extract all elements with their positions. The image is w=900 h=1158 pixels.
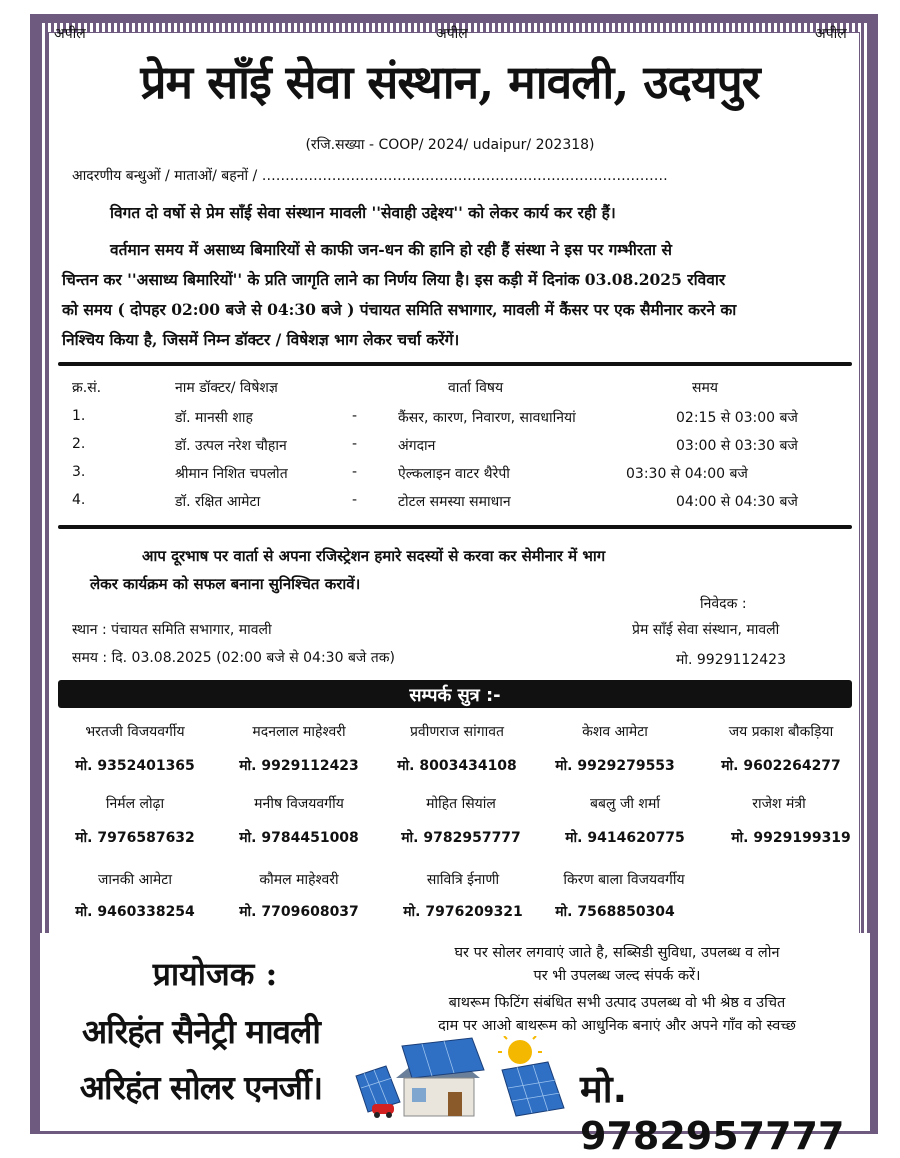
divider bbox=[58, 362, 852, 366]
contacts-title: सम्पर्क सुत्र :- bbox=[409, 685, 501, 706]
divider bbox=[58, 525, 852, 529]
body-line: को समय ( दोपहर 02:00 बजे से 04:30 बजे ) पंचायत समिति सभागार, मावली में कैंसर पर एक सैमीनार करने का bbox=[62, 300, 737, 319]
table-row bbox=[0, 436, 900, 460]
contact-name: केशव आमेटा bbox=[582, 724, 648, 740]
header-time: समय bbox=[692, 380, 718, 396]
contacts-band bbox=[58, 680, 852, 708]
row-sn: 2. bbox=[72, 436, 86, 452]
sponsor-name: अरिहंत सैनेट्री मावली bbox=[82, 1012, 320, 1051]
venue-place: स्थान : पंचायत समिति सभागार, मावली bbox=[72, 622, 272, 638]
contact-name: मोहित सियांल bbox=[426, 796, 496, 812]
solar-panel-icon bbox=[502, 1062, 564, 1116]
contact-name: प्रवीणराज सांगावत bbox=[409, 724, 505, 740]
contact-name: भरतजी विजयवर्गीय bbox=[85, 724, 185, 740]
contact-mobile: मो. 9929199319 bbox=[731, 830, 851, 846]
header-topic: वार्ता विषय bbox=[448, 380, 504, 396]
row-dash: - bbox=[352, 408, 358, 424]
contact-name: मनीष विजयवर्गीय bbox=[254, 796, 344, 812]
row-topic: कैंसर, कारण, निवारण, सावधानियां bbox=[398, 410, 576, 426]
contact-mobile: मो. 9929279553 bbox=[555, 758, 675, 774]
contact-name: राजेश मंत्री bbox=[752, 796, 806, 812]
contact-name: निर्मल लोढ़ा bbox=[105, 796, 165, 812]
applicant-org: प्रेम साँई सेवा संस्थान, मावली bbox=[632, 622, 780, 638]
contact-name: जानकी आमेटा bbox=[98, 872, 172, 888]
contact-mobile: मो. 9929112423 bbox=[239, 758, 359, 774]
contact-mobile: मो. 9602264277 bbox=[721, 758, 841, 774]
row-name: डॉ. मानसी शाह bbox=[175, 410, 253, 426]
contact-mobile: मो. 9460338254 bbox=[75, 904, 195, 920]
greeting: आदरणीय बन्धुओं / माताओं/ बहनों / …………………………………………………………………………… bbox=[72, 168, 668, 184]
sponsor-desc: घर पर सोलर लगवाएं जाते है, सब्सिडी सुविधा, उपलब्ध व लोन bbox=[454, 945, 780, 961]
contacts-grid bbox=[0, 722, 900, 922]
schedule-table bbox=[0, 378, 900, 518]
sponsor-label: प्रायोजक : bbox=[152, 955, 278, 993]
row-name: डॉ. रक्षित आमेटा bbox=[175, 494, 261, 510]
row-topic: टोटल समस्या समाधान bbox=[398, 494, 511, 510]
venue-time: समय : दि. 03.08.2025 (02:00 बजे से 04:30 बजे तक) bbox=[72, 650, 395, 666]
contact-name: जय प्रकाश बौकड़िया bbox=[728, 724, 834, 740]
contact-mobile: मो. 7568850304 bbox=[555, 904, 675, 920]
table-header bbox=[0, 378, 900, 402]
applicant-mobile: मो. 9929112423 bbox=[676, 652, 786, 668]
registration-note: लेकर कार्यक्रम को सफल बनाना सुनिश्चित करावें। bbox=[90, 575, 361, 593]
contact-mobile: मो. 8003434108 bbox=[397, 758, 517, 774]
header-name: नाम डॉक्टर/ विषेशज्ञ bbox=[175, 380, 278, 396]
sponsor-name: अरिहंत सोलर एनर्जी। bbox=[79, 1068, 323, 1107]
applicant-label: निवेदक : bbox=[700, 596, 747, 612]
body-line: वर्तमान समय में असाध्य बिमारियों से काफी जन-धन की हानि हो रही हैं संस्था ने इस पर गम्भीरता से bbox=[110, 240, 672, 259]
sponsor-mobile: मो. 9782957777 bbox=[580, 1067, 845, 1158]
row-dash: - bbox=[352, 492, 358, 508]
contact-mobile: मो. 9784451008 bbox=[239, 830, 359, 846]
contact-name: किरण बाला विजयवर्गीय bbox=[563, 872, 685, 888]
appeal-center: अपील bbox=[436, 26, 468, 42]
row-time: 03:00 से 03:30 बजे bbox=[676, 438, 798, 454]
appeal-left: अपील bbox=[54, 26, 86, 42]
row-dash: - bbox=[352, 436, 358, 452]
contact-mobile: मो. 9782957777 bbox=[401, 830, 521, 846]
table-row bbox=[0, 492, 900, 516]
header-sn: क्र.सं. bbox=[72, 380, 102, 396]
registration-note: आप दूरभाष पर वार्ता से अपना रजिस्ट्रेशन हमारे सदस्यों से करवा कर सेमीनार में भाग bbox=[142, 547, 606, 565]
contact-name: कौमल माहेश्वरी bbox=[259, 872, 339, 888]
sponsor-desc: बाथरूम फिटिंग संबंधित सभी उत्पाद उपलब्ध वो भी श्रेष्ठ व उचित bbox=[448, 995, 786, 1011]
sponsor-desc: दाम पर आओ बाथरूम को आधुनिक बनाएं और अपने गाँव को स्वच्छ bbox=[438, 1018, 796, 1034]
row-name: डॉ. उत्पल नरेश चौहान bbox=[175, 438, 287, 454]
contact-name: बबलु जी शर्मा bbox=[590, 796, 660, 812]
intro-line: विगत दो वर्षो से प्रेम साँई सेवा संस्थान मावली ''सेवाही उद्देश्य'' को लेकर कार्य कर रही हैं। bbox=[110, 203, 616, 222]
row-topic: अंगदान bbox=[398, 438, 436, 454]
appeal-right: अपील bbox=[815, 26, 847, 42]
contact-name: सावित्रि ईनाणी bbox=[426, 872, 500, 888]
row-time: 03:30 से 04:00 बजे bbox=[626, 466, 748, 482]
table-row bbox=[0, 464, 900, 488]
row-time: 02:15 से 03:00 बजे bbox=[676, 410, 798, 426]
car-icon bbox=[372, 1104, 394, 1118]
row-sn: 3. bbox=[72, 464, 86, 480]
house-icon bbox=[396, 1038, 484, 1116]
contact-mobile: मो. 7709608037 bbox=[239, 904, 359, 920]
row-sn: 4. bbox=[72, 492, 86, 508]
page-title: प्रेम साँई सेवा संस्थान, मावली, उदयपुर bbox=[140, 55, 760, 109]
registration-number: (रजि.सख्या - COOP/ 2024/ udaipur/ 202318) bbox=[305, 137, 595, 153]
contact-name: मदनलाल माहेश्वरी bbox=[252, 724, 346, 740]
row-dash: - bbox=[352, 464, 358, 480]
row-topic: ऐल्कलाइन वाटर थैरेपी bbox=[398, 466, 510, 482]
solar-house-illustration bbox=[352, 1036, 572, 1120]
row-name: श्रीमान निशित चपलोत bbox=[175, 466, 288, 482]
contact-mobile: मो. 9414620775 bbox=[565, 830, 685, 846]
table-row bbox=[0, 408, 900, 432]
sun-icon bbox=[498, 1036, 542, 1064]
contact-mobile: मो. 7976587632 bbox=[75, 830, 195, 846]
body-line: चिन्तन कर ''असाध्य बिमारियों'' के प्रति जागृति लाने का निर्णय लिया है। इस कड़ी में दिनांक 03.08.2025 रविवार bbox=[62, 270, 726, 289]
row-sn: 1. bbox=[72, 408, 86, 424]
row-time: 04:00 से 04:30 बजे bbox=[676, 494, 798, 510]
sponsor-desc: पर भी उपलब्ध जल्द संपर्क करें। bbox=[533, 968, 701, 984]
contact-mobile: मो. 7976209321 bbox=[403, 904, 523, 920]
contact-mobile: मो. 9352401365 bbox=[75, 758, 195, 774]
body-line: निश्चिय किया है, जिसमें निम्न डॉक्टर / विषेशज्ञ भाग लेकर चर्चा करेंगें। bbox=[62, 330, 460, 349]
